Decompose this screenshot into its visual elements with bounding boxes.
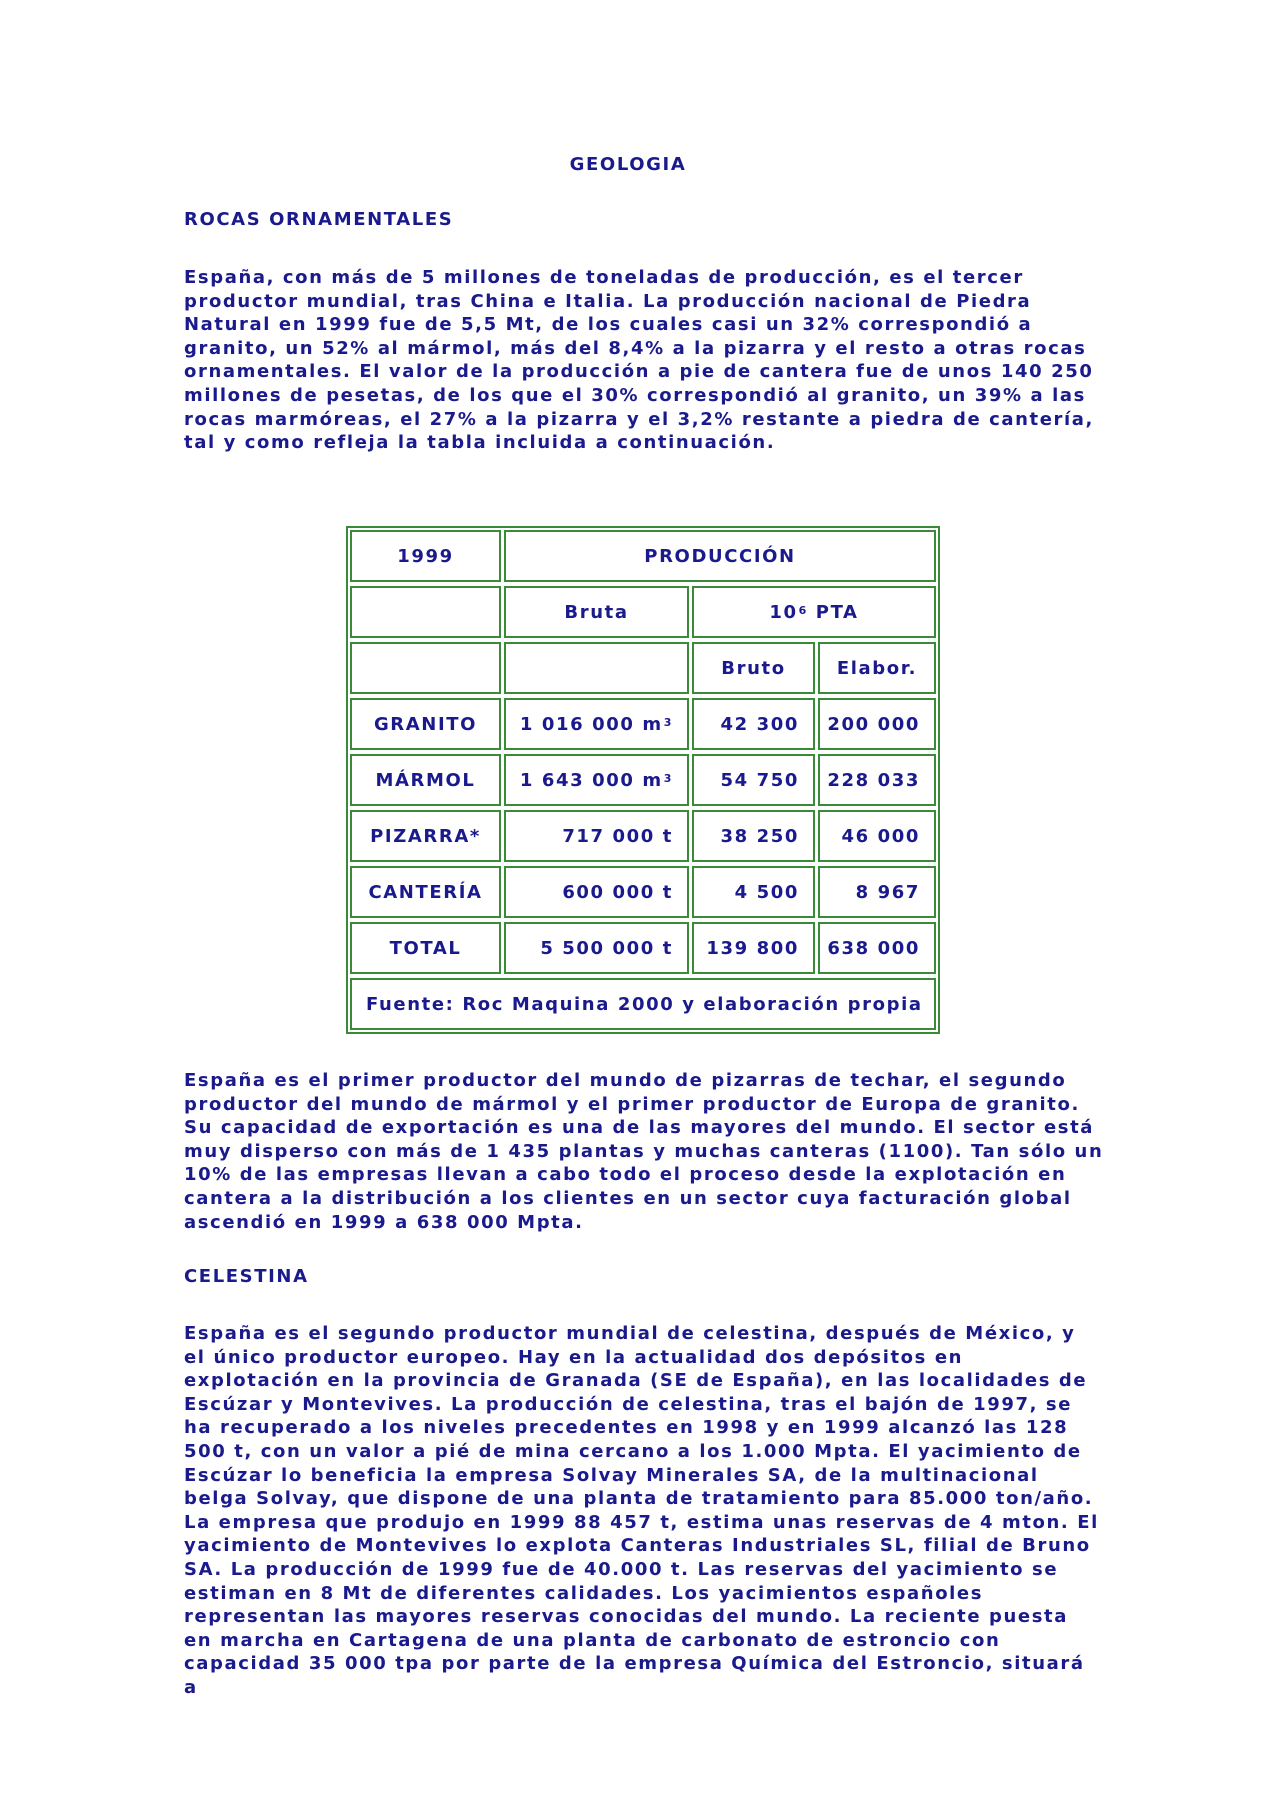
- row-qty: [504, 754, 689, 806]
- table-source: Fuente: Roc Maquina 2000 y elaboración propia: [350, 978, 936, 1030]
- page-title: GEOLOGIA: [569, 154, 687, 175]
- header-bruta: Bruta: [504, 586, 689, 638]
- pta-exponent: 6: [798, 603, 808, 617]
- row-qty: 717 000 t: [504, 810, 689, 862]
- row-name: GRANITO: [350, 698, 501, 750]
- empty-cell: [350, 586, 501, 638]
- row-elabor: 638 000: [818, 922, 936, 974]
- header-bruto: Bruto: [692, 642, 815, 694]
- row-bruto: 54 750: [692, 754, 815, 806]
- qty-exponent: 3: [663, 715, 673, 729]
- row-elabor: 8 967: [818, 866, 936, 918]
- empty-cell: [504, 642, 689, 694]
- row-name: MÁRMOL: [350, 754, 501, 806]
- row-bruto: 4 500: [692, 866, 815, 918]
- row-name: PIZARRA*: [350, 810, 501, 862]
- row-qty: 5 500 000 t: [504, 922, 689, 974]
- empty-cell: [350, 642, 501, 694]
- row-elabor: 46 000: [818, 810, 936, 862]
- qty-exponent: 3: [663, 771, 673, 785]
- row-qty: [504, 698, 689, 750]
- row-bruto: 42 300: [692, 698, 815, 750]
- production-table: [346, 526, 940, 1034]
- row-bruto: 139 800: [692, 922, 815, 974]
- row-elabor: 200 000: [818, 698, 936, 750]
- header-year: 1999: [350, 530, 501, 582]
- paragraph-celestina: España es el segundo productor mundial de celestina, después de México, y el único productor europeo. Hay en la actualidad dos depósitos en explotación en la provincia de Granada (SE de España), en las localidades de Escúzar y Montevives. La producción de celestina, tras el bajón de 1997, se ha recuperado a los niveles precedentes en 1998 y en 1999 alcanzó las 128 500 t, con un valor a pié de mina cercano a los 1.000 Mpta. El yacimiento de Escúzar lo beneficia la empresa Solvay Minerales SA, de la multinacional belga Solvay, que dispone de una planta de tratamiento para 85.000 ton/año. La empresa que produjo en 1999 88 457 t, estima unas reservas de 4 mton. El yacimiento de Montevives lo explota Canteras Industriales SL, filial de Bruno SA. La producción de 1999 fue de 40.000 t. Las reservas del yacimiento se estiman en 8 Mt de diferentes calidades. Los yacimientos españoles representan las mayores reservas conocidas del mundo. La reciente puesta en marcha en Cartagena de una planta de carbonato de estroncio con capacidad 35 000 tpa por parte de la empresa Química del Estroncio, situará a: [184, 1323, 1099, 1698]
- pta-unit: PTA: [807, 601, 859, 623]
- section-heading-celestina: CELESTINA: [184, 1266, 309, 1287]
- qty-value: 1 016 000 m: [519, 713, 663, 735]
- pta-base: 10: [769, 601, 798, 623]
- section-heading-rocas: ROCAS ORNAMENTALES: [184, 209, 454, 230]
- paragraph-spain-production: España es el primer productor del mundo de pizarras de techar, el segundo productor del mundo de mármol y el primer productor de Europa de granito. Su capacidad de exportación es una de las mayores del mundo. El sector está muy disperso con más de 1 435 plantas y muchas canteras (1100). Tan sólo un 10% de las empresas llevan a cabo todo el proceso desde la explotación en cantera a la distribución a los clientes en un sector cuya facturación global ascendió en 1999 a 638 000 Mpta.: [184, 1070, 1104, 1233]
- row-bruto: 38 250: [692, 810, 815, 862]
- row-name: TOTAL: [350, 922, 501, 974]
- qty-value: 1 643 000 m: [519, 769, 663, 791]
- header-pta: [692, 586, 936, 638]
- header-produccion: PRODUCCIÓN: [504, 530, 936, 582]
- row-name: CANTERÍA: [350, 866, 501, 918]
- paragraph-rocas: España, con más de 5 millones de toneladas de producción, es el tercer productor mundial, tras China e Italia. La producción nacional de Piedra Natural en 1999 fue de 5,5 Mt, de los cuales casi un 32% correspondió a granito, un 52% al mármol, más del 8,4% a la pizarra y el resto a otras rocas ornamentales. El valor de la producción a pie de cantera fue de unos 140 250 millones de pesetas, de los que el 30% correspondió al granito, un 39% a las rocas marmóreas, el 27% a la pizarra y el 3,2% restante a piedra de cantería, tal y como refleja la tabla incluida a continuación.: [184, 267, 1094, 454]
- row-qty: 600 000 t: [504, 866, 689, 918]
- row-elabor: 228 033: [818, 754, 936, 806]
- header-elabor: Elabor.: [818, 642, 936, 694]
